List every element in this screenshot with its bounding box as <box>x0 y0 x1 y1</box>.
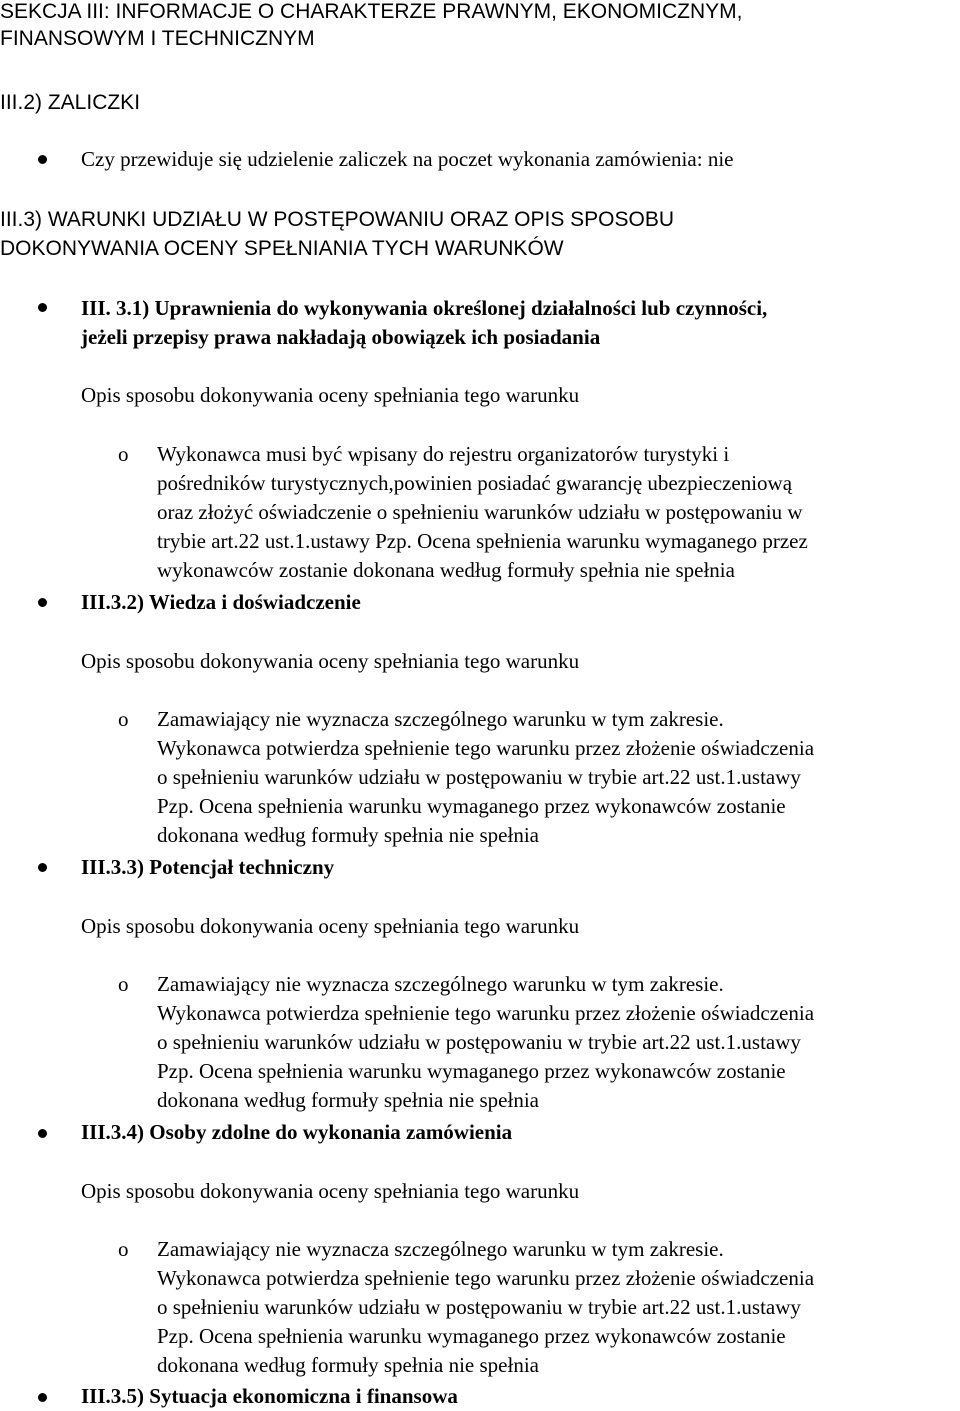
advance-question-value: nie <box>707 147 734 171</box>
condition-description <box>157 970 957 1115</box>
description-line: Pzp. Ocena spełnienia warunku wymaganego przez wykonawców zostanie <box>157 794 786 818</box>
description-line: Zamawiający nie wyznacza szczególnego warunku w tym zakresie. <box>157 1237 724 1261</box>
description-line: Zamawiający nie wyznacza szczególnego warunku w tym zakresie. <box>157 707 724 731</box>
description-line: dokonana według formuły spełnia nie spełnia <box>157 1353 539 1377</box>
opis-heading: Opis sposobu dokonywania oceny spełniania tego warunku <box>81 914 580 938</box>
list-marker-icon: o <box>118 1237 129 1261</box>
description-line: o spełnieniu warunków udziału w postępowaniu w trybie art.22 ust.1.ustawy <box>157 765 801 789</box>
condition-description <box>157 1235 957 1380</box>
advance-question-label: Czy przewiduje się udzielenie zaliczek na poczet wykonania zamówienia: <box>81 147 703 171</box>
description-line: wykonawców zostanie dokonana według formuły spełnia nie spełnia <box>157 558 735 582</box>
description-line: o spełnieniu warunków udziału w postępowaniu w trybie art.22 ust.1.ustawy <box>157 1030 801 1054</box>
list-marker-icon: o <box>118 442 129 466</box>
subsection-heading-3-5: III.3.5) Sytuacja ekonomiczna i finansowa <box>81 1384 458 1408</box>
opis-heading: Opis sposobu dokonywania oceny spełniania tego warunku <box>81 1179 580 1203</box>
condition-description <box>157 440 957 585</box>
section-2-title: III.2) ZALICZKI <box>0 91 141 114</box>
advance-question <box>81 145 733 174</box>
description-line: oraz złożyć oświadczenie o spełnieniu warunków udziału w postępowaniu w <box>157 500 803 524</box>
section-3-title-line-2: DOKONYWANIA OCENY SPEŁNIANIA TYCH WARUNKÓW <box>0 237 564 260</box>
subsection-heading-3-3: III.3.3) Potencjał techniczny <box>81 855 335 879</box>
description-line: dokonana według formuły spełnia nie spełnia <box>157 823 539 847</box>
description-line: Wykonawca potwierdza spełnienie tego warunku przez złożenie oświadczenia <box>157 1001 815 1025</box>
bullet-icon <box>38 1129 47 1138</box>
opis-heading: Opis sposobu dokonywania oceny spełniania tego warunku <box>81 383 580 407</box>
list-marker-icon: o <box>118 707 129 731</box>
section-header-line-2: FINANSOWYM I TECHNICZNYM <box>0 27 315 50</box>
description-line: Wykonawca potwierdza spełnienie tego warunku przez złożenie oświadczenia <box>157 736 815 760</box>
description-line: Wykonawca potwierdza spełnienie tego warunku przez złożenie oświadczenia <box>157 1266 815 1290</box>
subsection-heading-3-1-cont: jeżeli przepisy prawa nakładają obowiązek ich posiadania <box>81 325 601 349</box>
description-line: Wykonawca musi być wpisany do rejestru organizatorów turystyki i <box>157 442 730 466</box>
bullet-icon <box>38 863 47 872</box>
subsection-heading-3-2: III.3.2) Wiedza i doświadczenie <box>81 590 361 614</box>
bullet-icon <box>38 1393 47 1402</box>
description-line: Pzp. Ocena spełnienia warunku wymaganego przez wykonawców zostanie <box>157 1059 786 1083</box>
section-header-line-1: SEKCJA III: INFORMACJE O CHARAKTERZE PRAWNYM, EKONOMICZNYM, <box>0 0 743 23</box>
description-line: o spełnieniu warunków udziału w postępowaniu w trybie art.22 ust.1.ustawy <box>157 1295 801 1319</box>
bullet-icon <box>38 155 47 164</box>
description-line: trybie art.22 ust.1.ustawy Pzp. Ocena spełnienia warunku wymaganego przez <box>157 529 808 553</box>
description-line: dokonana według formuły spełnia nie spełnia <box>157 1088 539 1112</box>
section-header <box>0 0 742 52</box>
opis-heading: Opis sposobu dokonywania oceny spełniania tego warunku <box>81 649 580 673</box>
description-line: Zamawiający nie wyznacza szczególnego warunku w tym zakresie. <box>157 972 724 996</box>
condition-description <box>157 705 957 850</box>
list-marker-icon: o <box>118 972 129 996</box>
bullet-icon <box>38 598 47 607</box>
bullet-icon <box>38 303 47 312</box>
subsection-heading-3-1: III. 3.1) Uprawnienia do wykonywania określonej działalności lub czynności, <box>81 296 768 320</box>
description-line: Pzp. Ocena spełnienia warunku wymaganego przez wykonawców zostanie <box>157 1324 786 1348</box>
section-3-title-line-1: III.3) WARUNKI UDZIAŁU W POSTĘPOWANIU ORAZ OPIS SPOSOBU <box>0 208 675 231</box>
subsection-heading-3-4: III.3.4) Osoby zdolne do wykonania zamówienia <box>81 1120 513 1144</box>
description-line: pośredników turystycznych,powinien posiadać gwarancję ubezpieczeniową <box>157 471 793 495</box>
